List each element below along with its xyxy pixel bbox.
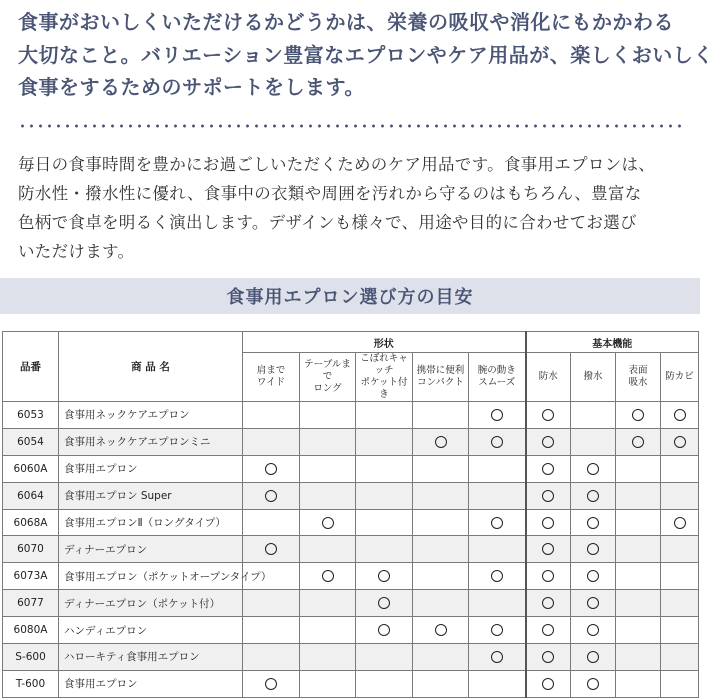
product-number: 6070 [3,536,59,563]
feature-cell [661,590,699,617]
header-number: 品番 [3,332,59,402]
feature-cell [526,402,571,429]
feature-cell [571,670,616,697]
product-name: 食事用エプロンⅡ（ロングタイプ） [59,509,243,536]
check-circle-icon [542,624,554,636]
feature-cell [469,670,526,697]
check-circle-icon [265,463,277,475]
feature-cell [243,617,300,644]
column-header-line: 腕の動き [477,365,516,376]
header-group-shape: 形状 [243,332,526,353]
check-circle-icon [587,543,599,555]
feature-cell [300,617,356,644]
feature-cell [571,644,616,671]
feature-cell [356,402,413,429]
check-circle-icon [378,624,390,636]
paragraph-line: いただけます。 [18,242,135,261]
check-circle-icon [542,409,554,421]
check-circle-icon [632,436,644,448]
column-header-function-6 [571,353,616,402]
headline-line: 食事をするためのサポートをします。 [18,75,365,99]
check-circle-icon [378,597,390,609]
check-circle-icon [674,517,686,529]
product-name: ディナーエプロン（ポケット付） [59,590,243,617]
check-circle-icon [491,517,503,529]
feature-cell [661,482,699,509]
feature-cell [616,644,661,671]
feature-cell [571,563,616,590]
headline-line: 大切なこと。バリエーション豊富なエプロンやケア用品が、楽しくおいしく [18,42,714,67]
feature-cell [526,670,571,697]
paragraph-line: 毎日の食事時間を豊かにお過ごしいただくためのケア用品です。食事用エプロンは、 [18,155,656,174]
column-header-shape-3 [413,353,469,402]
feature-cell [616,482,661,509]
check-circle-icon [491,624,503,636]
feature-cell [526,455,571,482]
feature-cell [469,482,526,509]
feature-cell [300,482,356,509]
feature-cell [413,644,469,671]
check-circle-icon [587,678,599,690]
check-circle-icon [674,409,686,421]
column-header-line: 吸水 [628,377,648,388]
column-header-line: テーブルまで [304,359,351,382]
feature-cell [469,509,526,536]
feature-cell [616,670,661,697]
feature-cell [243,482,300,509]
feature-cell [661,644,699,671]
feature-cell [243,402,300,429]
check-circle-icon [265,678,277,690]
paragraph-line: 防水性・撥水性に優れ、食事中の衣類や周囲を汚れから守るのはもちろん、豊富な [18,184,642,203]
feature-cell [526,590,571,617]
check-circle-icon [491,651,503,663]
column-header-line: 携帯に便利 [416,365,465,376]
feature-cell [661,455,699,482]
product-number: 6064 [3,482,59,509]
table-row [3,563,699,590]
feature-cell [571,536,616,563]
feature-cell [616,455,661,482]
feature-cell [413,670,469,697]
feature-cell [469,428,526,455]
paragraph-line: 色柄で食卓を明るく演出します。デザインも様々で、用途や目的に合わせてお選び [18,213,637,232]
headline [18,6,714,104]
feature-cell [300,402,356,429]
section-title: 食事用エプロン選び方の目安 [226,287,474,308]
check-circle-icon [491,409,503,421]
check-circle-icon [265,543,277,555]
feature-cell [661,670,699,697]
table-row [3,617,699,644]
check-circle-icon [322,570,334,582]
feature-cell [413,617,469,644]
intro-paragraph [18,150,688,266]
feature-cell [616,428,661,455]
column-header-line: 防水 [538,371,558,382]
check-circle-icon [542,543,554,555]
feature-cell [661,617,699,644]
check-circle-icon [542,436,554,448]
product-name: 食事用エプロン（ポケットオープンタイプ） [59,563,243,590]
feature-cell [300,509,356,536]
product-name: ハンディエプロン [59,617,243,644]
column-header-line: ワイド [256,377,286,388]
check-circle-icon [542,517,554,529]
feature-cell [616,402,661,429]
feature-cell [469,644,526,671]
feature-cell [661,563,699,590]
feature-cell [469,536,526,563]
feature-cell [661,402,699,429]
check-circle-icon [587,463,599,475]
feature-cell [661,536,699,563]
column-header-line: ロング [313,383,342,394]
feature-cell [571,482,616,509]
feature-cell [469,455,526,482]
feature-cell [413,509,469,536]
feature-cell [616,590,661,617]
column-header-shape-1 [300,353,356,402]
column-header-shape-4 [469,353,526,402]
check-circle-icon [587,651,599,663]
check-circle-icon [491,436,503,448]
feature-cell [356,482,413,509]
feature-cell [571,509,616,536]
feature-cell [571,402,616,429]
column-header-line: 撥水 [583,371,603,382]
apron-selection-table [2,331,699,698]
feature-cell [356,455,413,482]
product-name: 食事用ネックケアエプロン [59,402,243,429]
check-circle-icon [542,463,554,475]
feature-cell [526,482,571,509]
product-number: 6080A [3,617,59,644]
column-header-line: ポケット付き [360,377,408,400]
feature-cell [243,536,300,563]
check-circle-icon [542,597,554,609]
column-header-shape-0 [243,353,300,402]
feature-cell [356,617,413,644]
feature-cell [571,617,616,644]
feature-cell [413,563,469,590]
feature-cell [661,509,699,536]
check-circle-icon [587,624,599,636]
feature-cell [243,644,300,671]
feature-cell [469,617,526,644]
feature-cell [526,428,571,455]
product-number: 6053 [3,402,59,429]
feature-cell [300,644,356,671]
feature-cell [616,617,661,644]
check-circle-icon [322,517,334,529]
feature-cell [469,402,526,429]
table-row [3,428,699,455]
feature-cell [243,670,300,697]
column-header-function-5 [526,353,571,402]
feature-cell [526,536,571,563]
header-group-function: 基本機能 [526,332,699,353]
check-circle-icon [674,436,686,448]
feature-cell [413,428,469,455]
headline-line: 食事がおいしくいただけるかどうかは、栄養の吸収や消化にもかかわる [18,10,674,34]
table-row [3,455,699,482]
feature-cell [526,563,571,590]
check-circle-icon [265,490,277,502]
column-header-line: 肩まで [256,365,286,376]
feature-cell [571,590,616,617]
feature-cell [413,482,469,509]
feature-cell [616,509,661,536]
column-header-function-8 [661,353,699,402]
check-circle-icon [542,570,554,582]
table-row [3,402,699,429]
feature-cell [413,455,469,482]
feature-cell [356,536,413,563]
feature-cell [243,455,300,482]
feature-cell [300,670,356,697]
check-circle-icon [587,490,599,502]
check-circle-icon [587,517,599,529]
product-number: 6068A [3,509,59,536]
check-circle-icon [542,490,554,502]
product-number: 6073A [3,563,59,590]
feature-cell [413,536,469,563]
product-number: S-600 [3,644,59,671]
product-number: 6054 [3,428,59,455]
feature-cell [413,590,469,617]
column-header-shape-2 [356,353,413,402]
column-header-line: 表面 [628,365,648,376]
feature-cell [356,428,413,455]
product-name: 食事用エプロン [59,455,243,482]
product-name: 食事用エプロン [59,670,243,697]
feature-cell [616,536,661,563]
column-header-line: こぼれキャッチ [360,353,408,376]
feature-cell [526,509,571,536]
product-number: 6060A [3,455,59,482]
feature-cell [413,402,469,429]
table-row [3,644,699,671]
feature-cell [356,670,413,697]
feature-cell [300,590,356,617]
dotted-divider [18,124,682,128]
feature-cell [243,509,300,536]
column-header-line: 防カビ [665,371,694,382]
table-row [3,590,699,617]
column-header-function-7 [616,353,661,402]
column-header-line: スムーズ [478,377,516,388]
product-name: ディナーエプロン [59,536,243,563]
table-row [3,536,699,563]
check-circle-icon [587,570,599,582]
feature-cell [243,428,300,455]
product-number: T-600 [3,670,59,697]
check-circle-icon [435,624,447,636]
feature-cell [356,590,413,617]
feature-cell [571,428,616,455]
feature-cell [356,509,413,536]
feature-cell [616,563,661,590]
feature-cell [356,644,413,671]
check-circle-icon [542,651,554,663]
check-circle-icon [632,409,644,421]
feature-cell [526,617,571,644]
feature-cell [526,644,571,671]
feature-cell [661,428,699,455]
table-row [3,482,699,509]
feature-cell [243,590,300,617]
feature-cell [469,563,526,590]
product-name: 食事用ネックケアエプロンミニ [59,428,243,455]
section-title-band [0,278,700,314]
feature-cell [356,563,413,590]
check-circle-icon [378,570,390,582]
feature-cell [571,455,616,482]
check-circle-icon [491,570,503,582]
feature-cell [300,563,356,590]
table-row [3,670,699,697]
product-name: ハローキティ食事用エプロン [59,644,243,671]
check-circle-icon [542,678,554,690]
check-circle-icon [435,436,447,448]
product-name: 食事用エプロン Super [59,482,243,509]
header-product-name: 商 品 名 [59,332,243,402]
feature-cell [469,590,526,617]
column-header-line: コンパクト [417,377,464,388]
product-number: 6077 [3,590,59,617]
table-row [3,509,699,536]
check-circle-icon [587,597,599,609]
feature-cell [300,428,356,455]
feature-cell [300,536,356,563]
feature-cell [300,455,356,482]
